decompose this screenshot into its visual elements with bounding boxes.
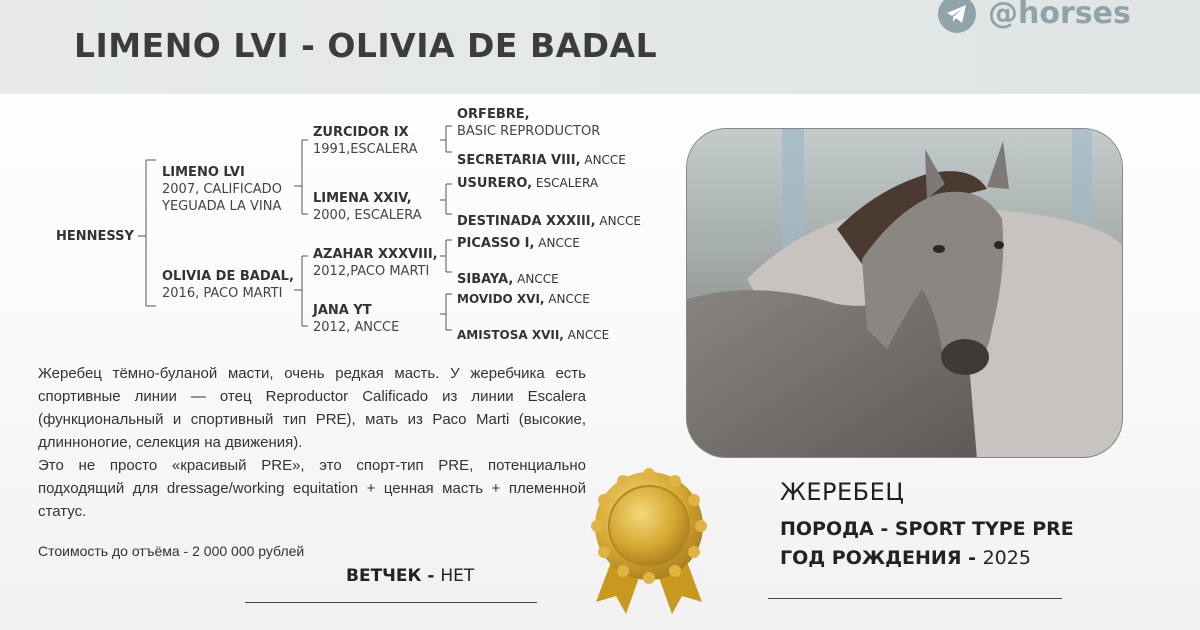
breed-label: ПОРОДА - <box>780 518 895 540</box>
description-paragraph: Это не просто «красивый PRE», это спорт-тип PRE, потенциально подходящий для dressage/working equitation + ценная масть + племенной статус. <box>38 457 586 520</box>
sire-sire-info: 1991,ESCALERA <box>313 142 418 157</box>
horse-photo <box>686 128 1123 458</box>
sire-dam-name: LIMENA XXIV, <box>313 191 412 206</box>
breed-line <box>780 518 1074 540</box>
year-label: ГОД РОЖДЕНИЯ - <box>780 547 983 569</box>
gen3-name: ORFEBRE, <box>457 107 530 122</box>
award-badge-icon <box>590 468 708 618</box>
gen3-name: DESTINADA XXXIII, <box>457 214 596 229</box>
pedigree-gen3-5 <box>457 235 580 252</box>
root-name: HENNESSY <box>56 229 134 244</box>
gen3-info: ANCCE <box>544 292 590 306</box>
gen3-info: BASIC REPRODUCTOR <box>457 124 601 139</box>
vetcheck-value: НЕТ <box>440 566 475 586</box>
sire-info-1: 2007, CALIFICADO <box>162 182 282 197</box>
gen3-name: MOVIDO XVI, <box>457 292 545 306</box>
description <box>38 362 586 523</box>
dam-sire-name: AZAHAR XXXVIII, <box>313 247 438 262</box>
breed-value: SPORT TYPE PRE <box>894 518 1074 540</box>
gen3-info: ANCCE <box>580 153 626 167</box>
gen3-name: PICASSO I, <box>457 236 535 251</box>
gen3-info: ANCCE <box>563 328 610 342</box>
pedigree-gen3-6 <box>457 271 559 288</box>
dam-dam-info: 2012, ANCCE <box>313 320 400 335</box>
vetcheck <box>346 566 474 586</box>
brand-handle[interactable]: @horses <box>988 0 1131 31</box>
dam-name: OLIVIA DE BADAL, <box>162 269 294 284</box>
telegram-icon[interactable] <box>938 0 976 33</box>
dam-info: 2016, PACO MARTI <box>162 286 283 301</box>
gen3-info: ANCCE <box>534 236 580 250</box>
header-banner <box>0 0 1200 94</box>
pedigree-gen3-7 <box>457 291 590 308</box>
gen3-info: ANCCE <box>513 272 559 286</box>
gen3-info: ANCCE <box>595 214 641 228</box>
pedigree-sire-dam <box>313 190 422 224</box>
pedigree-gen3-3 <box>457 175 598 192</box>
gen3-name: AMISTOSA XVII, <box>457 328 564 342</box>
price-text: Стоимость до отъёма - 2 000 000 рублей <box>38 543 305 559</box>
gen3-name: SIBAYA, <box>457 272 514 287</box>
pedigree-dam <box>162 268 294 302</box>
sex-label: ЖЕРЕБЕЦ <box>780 478 905 506</box>
pedigree-gen3-1 <box>457 106 600 140</box>
pedigree-sire-sire <box>313 124 418 158</box>
sire-info-2: YEGUADA LA VINA <box>162 199 282 214</box>
dam-sire-info: 2012,PACO MARTI <box>313 264 430 279</box>
year-line <box>780 547 1031 569</box>
pedigree-dam-sire <box>313 246 438 280</box>
sire-sire-name: ZURCIDOR IX <box>313 125 409 140</box>
page-title: LIMENO LVI - OLIVIA DE BADAL <box>74 26 658 65</box>
sire-dam-info: 2000, ESCALERA <box>313 208 422 223</box>
pedigree-root <box>56 228 134 245</box>
pedigree-gen3-8 <box>457 327 609 344</box>
dam-dam-name: JANA YT <box>313 303 372 318</box>
sire-name: LIMENO LVI <box>162 165 245 180</box>
brand[interactable] <box>938 0 1131 34</box>
gen3-name: USURERO, <box>457 176 533 191</box>
pedigree-gen3-4 <box>457 213 641 230</box>
description-paragraph: Жеребец тёмно-буланой масти, очень редкая масть. У жеребчика есть спортивные линии — отец Reproductor Calificado из линии Escalera (функциональный и спортивный тип PRE), мать из Paco Marti (высокие, длинноногие, селекция на движения). <box>38 365 586 451</box>
year-value: 2025 <box>982 547 1031 569</box>
pedigree-gen3-2 <box>457 152 626 169</box>
divider <box>768 598 1062 599</box>
divider <box>245 602 537 603</box>
pedigree-sire <box>162 164 282 215</box>
gen3-name: SECRETARIA VIII, <box>457 153 581 168</box>
gen3-info: ESCALERA <box>532 176 599 190</box>
pedigree-dam-dam <box>313 302 399 336</box>
vetcheck-label: ВЕТЧЕК - <box>346 566 441 586</box>
